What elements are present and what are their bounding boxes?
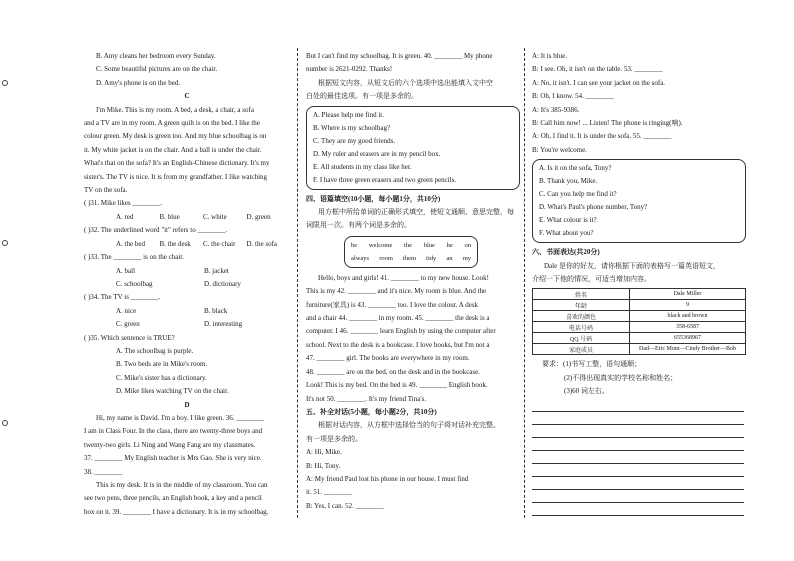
info-table (532, 288, 746, 355)
table-key: 电话号码 (533, 322, 630, 333)
passage-line: This is my desk. It is in the middle of my classroom. You can (96, 481, 268, 489)
passage-heading: C (184, 92, 190, 101)
dialog-line: A: Hi, Mike. (306, 448, 342, 457)
word: an (446, 254, 453, 262)
option: B. jacket (204, 266, 229, 275)
passage-heading: D (184, 400, 190, 409)
passage-c (84, 104, 290, 198)
option-line: D. Amy's phone is on the bed. (96, 78, 181, 87)
instruction: 根据短文内容，从短文后的六个选项中选出能填入文中空 (318, 78, 493, 87)
box-option: B. Thank you, Mike. (539, 177, 598, 186)
passage-line: and a TV are in my room. A green quilt is on the bed. I like the (84, 119, 260, 128)
passage-line: What's that on the sofa? It's an English-Chinese dictionary. It's my (84, 159, 270, 168)
option: A. red (116, 212, 134, 221)
passage-line: box on it. 39. ________ I have a dictionary. It is in my schoolbag. (84, 507, 269, 516)
option-line: C. Some beautiful pictures are on the chair. (96, 65, 218, 74)
option: B. Two beds are in Mike's room. (116, 360, 208, 369)
passage-line: school. Next to the desk is a bookcase. I love books, but I'm not a (306, 340, 490, 349)
dialog-line: B: You're welcome. (532, 145, 587, 154)
option: D. Mike likes watching TV on the chair. (116, 387, 229, 396)
passage-line: sister's. The TV is nice. It is from my grandfather. I like watching (84, 172, 268, 181)
question-32: ( )32. The underlined word "it" refers to ________. (84, 226, 228, 235)
option: C. the chair (203, 239, 236, 248)
box-option: F. I have three green erasers and two green pencils. (313, 175, 457, 184)
option: A. nice (116, 306, 137, 315)
passage-line: 37. ________ My English teacher is Mrs Gao. She is very nice. (84, 454, 262, 463)
box-option: A. Please help me find it. (313, 110, 384, 119)
binding-margin (0, 40, 8, 520)
option: A. ball (116, 266, 136, 275)
word: always (351, 254, 370, 262)
section-heading: 六、书面表达(共20分) (532, 248, 600, 257)
option-line: B. Amy cleans her bedroom every Sunday. (96, 52, 216, 60)
writing-area[interactable] (532, 399, 746, 516)
question-35: ( )35. Which sentence is TRUE? (84, 333, 175, 342)
passage-line: colour green. My desk is green too. And my blue schoolbag is on (84, 132, 267, 141)
option: D. the sofa (246, 239, 278, 248)
dialog-line: B: Oh, I know. 54. ________ (532, 92, 614, 101)
box-option: E. All students in my class like her. (313, 162, 412, 171)
instruction: 用方框中所给单词的正确形式填空，使短文通顺、意思完整，每 (318, 208, 514, 217)
option: D. dictionary (204, 279, 241, 288)
passage-line: computer. I 46. ________ learn English by using the computer after (306, 327, 496, 336)
passage-line: But I can't find my schoolbag. It is green. 40. ________ My phone (306, 52, 493, 60)
instruction: 白处的最佳选项。有一项是多余的。 (306, 92, 418, 101)
writing-line[interactable] (532, 451, 744, 464)
option: A. the bed (116, 239, 145, 248)
column-divider (524, 48, 525, 518)
instruction: Dale 是你的好友，请你根据下面的表格写一篇英语短文， (544, 261, 720, 270)
box-option: C. Can you help me find it? (539, 190, 617, 199)
table-row (533, 300, 746, 311)
passage-line: it. My white jacket is on the chair. And a ball is under the chair. (84, 145, 262, 154)
passage-line: Hi, my name is David. I'm a boy. I like green. 36. ________ (96, 413, 265, 422)
passage-line: Look! This is my bed. On the bed is 49. ________ English book. (306, 381, 488, 390)
passage-line: 48. ________ are on the bed, on the desk and in the bookcase. (306, 367, 480, 376)
passage-line: I'm Mike. This is my room. A bed, a desk, a chair, a sofa (96, 105, 254, 114)
box-option: C. They are my good friends. (313, 136, 396, 145)
column-2 (306, 50, 520, 513)
requirement: (3)60 词左右。 (564, 387, 609, 396)
options-31 (84, 211, 290, 224)
cloze-passage (306, 272, 520, 406)
question-33: ( )33. The ________ is on the chair. (84, 253, 184, 262)
passage-line: I am in Class Four. In the class, there are twenty-three boys and (84, 427, 263, 436)
dialog-line: it. 51. ________ (306, 488, 352, 497)
section-heading: 四、语篇填空(10小题，每小题1分，共10分) (306, 194, 441, 203)
writing-line[interactable] (532, 464, 744, 477)
word: them (403, 254, 417, 262)
options-33 (84, 265, 290, 292)
table-row (533, 289, 746, 300)
options-box (306, 106, 520, 190)
passage-line: This is my 42. ________ and it's nice. My room is blue. And the (306, 287, 487, 296)
table-value: 655368967 (630, 333, 746, 344)
requirement: 要求：(1)书写工整，语句通顺； (542, 360, 642, 369)
word: blue (423, 241, 435, 249)
options-32 (84, 238, 290, 251)
word: tidy (426, 254, 437, 262)
passage-d (84, 412, 290, 519)
writing-line[interactable] (532, 438, 744, 451)
instruction: 介绍一下他的情况，可适当增加内容。 (532, 275, 651, 284)
writing-line[interactable] (532, 477, 744, 490)
option: B. blue (159, 212, 180, 221)
box-option: A. Is it on the sofa, Tony? (539, 164, 612, 173)
passage-line: twenty-two girls. Li Ning and Wang Fang are my classmates. (84, 440, 256, 449)
box-option: F. What about you? (539, 229, 594, 238)
word-row (351, 252, 471, 265)
word-bank (344, 236, 478, 268)
word: be (351, 241, 358, 249)
dialog-line: A: Oh, I find it. It is under the sofa. 55. ________ (532, 132, 672, 141)
box-option: D. What's Paul's phone number, Tony? (539, 203, 648, 212)
word: welcome (368, 241, 393, 249)
instruction: 有一项是多余的。 (306, 434, 362, 443)
box-option: D. My ruler and erasers are in my pencil box. (313, 149, 441, 158)
writing-line[interactable] (532, 425, 744, 438)
table-row (533, 333, 746, 344)
option: B. the desk (159, 239, 191, 248)
instruction: 词限用一次。有两个词是多余的。 (306, 221, 411, 230)
table-key: 姓名 (533, 289, 630, 300)
option: A. The schoolbag is purple. (116, 346, 194, 355)
dialog-line: A: It is blue. (532, 52, 567, 60)
box-option: B. Where is my schoolbag? (313, 123, 391, 132)
table-value: black and brown (630, 311, 746, 322)
dialog-line: B: Yes, I can. 52. ________ (306, 501, 384, 510)
word: on (464, 241, 471, 249)
dialog-line: B: Hi, Tony. (306, 461, 341, 470)
dialog-line: A: It's 385-9386. (532, 105, 580, 114)
question-34: ( )34. The TV is ________. (84, 293, 161, 302)
options-34 (84, 305, 290, 332)
passage-line: TV on the sofa. (84, 186, 128, 195)
option: C. green (116, 320, 140, 329)
passage-line: 38. ________ (84, 467, 123, 476)
word: he (446, 241, 453, 249)
column-3 (532, 50, 746, 516)
option: C. white (203, 212, 227, 221)
passage-line: Hello, boys and girls! 41. ________ to my new house. Look! (318, 273, 489, 282)
option: C. Mike's sister has a dictionary. (116, 373, 207, 382)
passage-line: and a chair 44. ________ in my room. 45. ________ the desk is a (306, 314, 490, 323)
writing-line[interactable] (532, 399, 744, 412)
dialog-line: B: I see. Oh, it isn't on the table. 53. ________ (532, 65, 663, 74)
word: the (404, 241, 412, 249)
passage-line: see two pens, three pencils, an English book, a key and a pencil (84, 494, 262, 503)
requirement: (2)不得出现真实的学校名称和姓名； (564, 373, 678, 382)
table-key: QQ 号码 (533, 333, 630, 344)
table-key: 喜欢的颜色 (533, 311, 630, 322)
table-row (533, 311, 746, 322)
box-option: E. What colour is it? (539, 216, 597, 225)
table-value: 358-6587 (630, 322, 746, 333)
table-value: Dale Miller (630, 289, 746, 300)
word-row (351, 239, 471, 252)
table-row (533, 344, 746, 355)
word: my (462, 254, 471, 262)
option: B. black (204, 306, 228, 315)
writing-line[interactable] (532, 490, 744, 503)
writing-line[interactable] (532, 503, 744, 516)
section-heading: 五、补全对话(5小题，每小题2分，共10分) (306, 407, 437, 416)
word: room (379, 254, 393, 262)
dialog-line: A: No, it isn't. I can see your jacket on the sofa. (532, 78, 666, 87)
table-row (533, 322, 746, 333)
passage-line: It's not 50. ________. It's my friend Tina's. (306, 394, 427, 403)
dialog-line: A: My friend Paul lost his phone in our house. I must find (306, 474, 469, 483)
dialog-line: B: Call him now! ... Listen! The phone is ringing(响). (532, 119, 683, 128)
table-value: Dad—Eric Mum—Cindy Brother—Bob (630, 344, 746, 355)
table-value: 9 (630, 300, 746, 311)
table-key: 家庭成员 (533, 344, 630, 355)
instruction: 根据对话内容，从方框中选择恰当的句子将对话补充完整。 (318, 421, 500, 430)
column-1 (84, 50, 290, 519)
option: D. green (246, 212, 271, 221)
writing-line[interactable] (532, 412, 744, 425)
column-divider (297, 48, 298, 518)
passage-line: furniture(家具) is 43. ________ too. I love the colour. A desk (306, 300, 479, 309)
options-box (532, 159, 746, 243)
passage-line: number is 2621-0292. Thanks! (306, 65, 393, 74)
question-31: ( )31. Mike likes ________. (84, 199, 163, 208)
option: D. interesting (204, 320, 243, 329)
option: C. schoolbag (116, 279, 153, 288)
table-key: 年龄 (533, 300, 630, 311)
passage-line: 47. ________ girl. The books are everywhere in my room. (306, 354, 470, 363)
